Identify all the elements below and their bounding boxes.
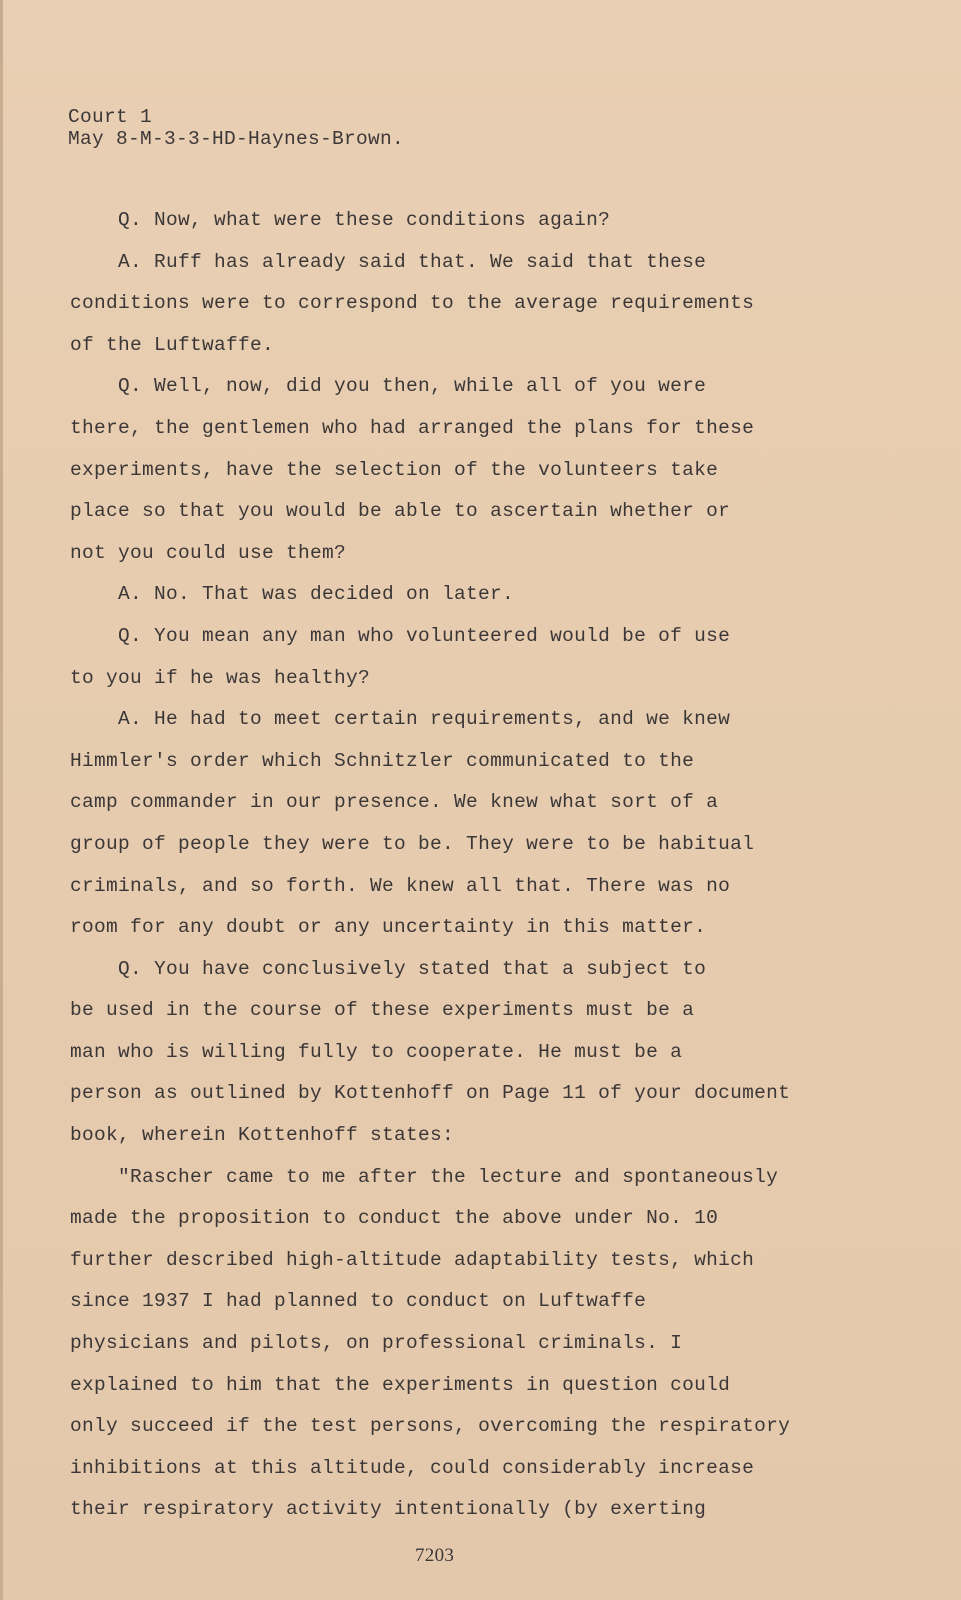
transcript-line: physicians and pilots, on professional criminals. I xyxy=(70,1332,683,1355)
transcript-line: inhibitions at this altitude, could considerably increase xyxy=(70,1456,755,1479)
transcript-line: A. Ruff has already said that. We said that these xyxy=(118,250,707,273)
transcript-line: experiments, have the selection of the volunteers take xyxy=(70,458,719,481)
transcript-line: not you could use them? xyxy=(70,541,347,564)
transcript-line: their respiratory activity intentionally (by exerting xyxy=(70,1498,707,1521)
transcript-line: be used in the course of these experiments must be a xyxy=(70,999,695,1022)
transcript-line: further described high-altitude adaptability tests, which xyxy=(70,1248,755,1271)
transcript-line: group of people they were to be. They were to be habitual xyxy=(70,832,755,855)
transcript-line: man who is willing fully to cooperate. He must be a xyxy=(70,1040,683,1063)
page-edge xyxy=(0,0,3,1600)
transcript-line: Q. You mean any man who volunteered would be of use xyxy=(118,624,731,647)
transcript-line: room for any doubt or any uncertainty in this matter. xyxy=(70,916,707,939)
transcript-line: explained to him that the experiments in question could xyxy=(70,1373,731,1396)
transcript-line: only succeed if the test persons, overcoming the respiratory xyxy=(70,1415,791,1438)
transcript-line: since 1937 I had planned to conduct on Luftwaffe xyxy=(70,1290,647,1313)
page-number: 7203 xyxy=(415,1545,455,1566)
transcript-line: of the Luftwaffe. xyxy=(70,333,275,356)
transcript-line: person as outlined by Kottenhoff on Page 11 of your document xyxy=(70,1082,791,1105)
header-reference: May 8-M-3-3-HD-Haynes-Brown. xyxy=(68,128,405,150)
transcript-line: there, the gentlemen who had arranged the plans for these xyxy=(70,416,755,439)
transcript-line: "Rascher came to me after the lecture and spontaneously xyxy=(118,1165,779,1188)
header-court: Court 1 xyxy=(68,106,153,128)
transcript-line: Q. Now, what were these conditions again? xyxy=(118,209,611,231)
transcript-line: A. No. That was decided on later. xyxy=(118,583,515,606)
transcript-line: camp commander in our presence. We knew what sort of a xyxy=(70,791,719,814)
transcript-line: book, wherein Kottenhoff states: xyxy=(70,1124,455,1147)
document-header xyxy=(68,106,404,150)
transcript-line: made the proposition to conduct the above under No. 10 xyxy=(70,1207,719,1230)
transcript-line: Q. Well, now, did you then, while all of you were xyxy=(118,375,707,398)
transcript-body xyxy=(70,200,910,1531)
transcript-line: A. He had to meet certain requirements, and we knew xyxy=(118,708,731,731)
transcript-line: place so that you would be able to ascertain whether or xyxy=(70,500,731,523)
transcript-line: to you if he was healthy? xyxy=(70,666,371,689)
transcript-line: Himmler's order which Schnitzler communicated to the xyxy=(70,749,695,772)
transcript-line: Q. You have conclusively stated that a subject to xyxy=(118,957,707,980)
transcript-line: criminals, and so forth. We knew all that. There was no xyxy=(70,874,731,897)
transcript-line: conditions were to correspond to the average requirements xyxy=(70,292,755,315)
